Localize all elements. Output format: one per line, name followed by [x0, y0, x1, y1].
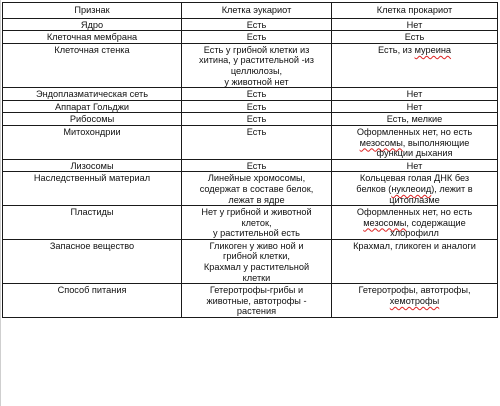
cell-line: целлюлозы, — [230, 65, 283, 76]
cell-text: ), лежит в — [431, 183, 473, 194]
table-row — [3, 31, 498, 44]
feature-cell: Клеточная стенка — [3, 43, 182, 87]
feature-cell: Пластиды — [3, 206, 182, 240]
spellcheck-word: муреина — [414, 44, 452, 55]
eukaryote-cell — [182, 172, 332, 206]
cell-line: животные, автотрофы - — [206, 295, 307, 306]
header-feature: Признак — [3, 3, 182, 19]
table-row — [3, 43, 498, 87]
cell-line: цитоплазме — [389, 194, 440, 205]
feature-cell: Эндоплазматическая сеть — [3, 88, 182, 101]
cell-line: грибной клетки, — [223, 251, 290, 262]
cell-line: Нет у грибной и животной — [201, 207, 312, 218]
eukaryote-cell: Есть — [182, 18, 332, 31]
feature-cell: Ядро — [3, 18, 182, 31]
eukaryote-cell — [182, 239, 332, 283]
feature-cell: Клеточная мембрана — [3, 31, 182, 44]
prokaryote-cell — [332, 172, 498, 206]
cell-line: Оформленных нет, но есть — [356, 207, 473, 218]
prokaryote-cell — [332, 284, 498, 318]
table-row — [3, 100, 498, 113]
prokaryote-cell: Есть, мелкие — [332, 113, 498, 126]
table-row — [3, 206, 498, 240]
cell-line: функции дыхания — [376, 148, 453, 159]
feature-cell: Митохондрии — [3, 125, 182, 159]
table-row — [3, 125, 498, 159]
header-prokaryote: Клетка прокариот — [332, 3, 498, 19]
cell-line: Крахмал у растительной — [203, 262, 310, 273]
table-row — [3, 113, 498, 126]
prokaryote-cell — [332, 206, 498, 240]
cell-text: , выполняющие — [402, 137, 470, 148]
cell-line: Есть у грибной клетки из — [203, 44, 310, 55]
cell-line: Гликоген у живо ной и — [209, 240, 304, 251]
cell-line: клеток, — [241, 217, 272, 228]
feature-cell: Способ питания — [3, 284, 182, 318]
feature-cell: Запасное вещество — [3, 239, 182, 283]
cell-text: , содержащие — [406, 217, 466, 228]
feature-cell: Рибосомы — [3, 113, 182, 126]
header-row — [3, 3, 498, 19]
table-row — [3, 284, 498, 318]
left-edge-line — [0, 0, 1, 406]
cell-line: хлорофилл — [390, 228, 439, 239]
cell-line: Линейные хромосомы, — [207, 173, 306, 184]
cell-text: Есть, из — [377, 44, 415, 55]
table-row — [3, 172, 498, 206]
eukaryote-cell: Есть — [182, 31, 332, 44]
eukaryote-cell: Есть — [182, 125, 332, 159]
cell-line: Гетеротрофы-грибы и — [209, 285, 304, 296]
eukaryote-cell — [182, 43, 332, 87]
feature-cell: Аппарат Гольджи — [3, 100, 182, 113]
cell-line: клетки — [242, 272, 271, 283]
cell-line: растения — [236, 306, 277, 317]
prokaryote-cell: Нет — [332, 18, 498, 31]
cell-line: содержат в составе белок, — [199, 183, 314, 194]
table-row — [3, 88, 498, 101]
eukaryote-cell — [182, 206, 332, 240]
eukaryote-cell: Есть — [182, 113, 332, 126]
eukaryote-cell: Есть — [182, 88, 332, 101]
cell-line: Кольцевая голая ДНК без — [359, 173, 470, 184]
feature-cell: Наследственный материал — [3, 172, 182, 206]
eukaryote-cell: Есть — [182, 159, 332, 172]
eukaryote-cell: Есть — [182, 100, 332, 113]
table-row — [3, 18, 498, 31]
feature-cell: Лизосомы — [3, 159, 182, 172]
cell-line: у животной нет — [224, 76, 289, 87]
header-eukaryote: Клетка эукариот — [182, 3, 332, 19]
prokaryote-cell: Крахмал, гликоген и аналоги — [332, 239, 498, 283]
prokaryote-cell — [332, 43, 498, 87]
comparison-table — [2, 2, 498, 318]
spellcheck-word: мезосомы — [359, 137, 403, 148]
prokaryote-cell: Нет — [332, 100, 498, 113]
spellcheck-word: нуклеоид — [391, 183, 432, 194]
cell-text: белков ( — [356, 183, 392, 194]
cell-line: Оформленных нет, но есть — [356, 126, 473, 137]
table-row — [3, 159, 498, 172]
cell-line: хитина, у растительной -из — [199, 55, 314, 66]
prokaryote-cell: Нет — [332, 159, 498, 172]
cell-line: лежат в ядре — [228, 194, 285, 205]
eukaryote-cell — [182, 284, 332, 318]
spellcheck-word: хемотрофы — [389, 295, 440, 306]
prokaryote-cell: Нет — [332, 88, 498, 101]
prokaryote-cell — [332, 125, 498, 159]
cell-line: у растительной есть — [213, 228, 300, 239]
prokaryote-cell: Есть — [332, 31, 498, 44]
table-row — [3, 239, 498, 283]
cell-line: Гетеротрофы, автотрофы, — [358, 285, 471, 296]
spellcheck-word: мезосомы — [363, 217, 407, 228]
